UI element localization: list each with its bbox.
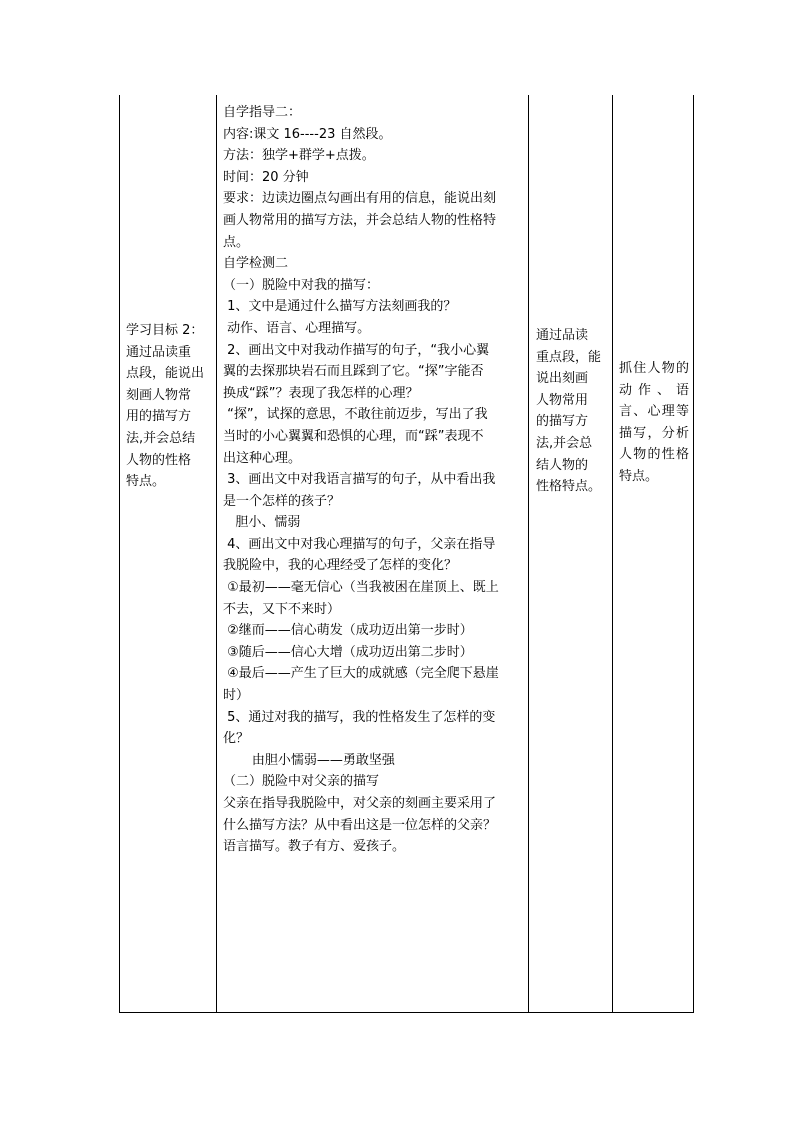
text-line: 3、画出文中对我语言描写的句子，从中看出我	[223, 472, 496, 488]
text-line: 什么描写方法？从中看出这是一位怎样的父亲？	[223, 817, 497, 833]
text-line: 自学检测二	[223, 256, 289, 272]
text-line: 我脱险中，我的心理经受了怎样的变化？	[223, 558, 458, 574]
learning-goal-cell	[126, 320, 214, 493]
text-line: 法,并会总	[536, 435, 593, 451]
text-line: 要求：边读边圈点勾画出有用的信息，能说出刻	[223, 191, 497, 207]
text-line: ④最后——产生了巨大的成就感（完全爬下悬崖	[223, 666, 499, 682]
text-line: 翼的去探那块岩石而且踩到了它。“探”字能否	[223, 364, 484, 380]
text-line: “探”，试探的意思，不敢往前迈步，写出了我	[223, 407, 488, 423]
text-line: ②继而——信心萌发（成功迈出第一步时）	[223, 623, 473, 639]
text-line: 父亲在指导我脱险中，对父亲的刻画主要采用了	[223, 796, 497, 811]
text-line: 画人物常用的描写方法，并会总结人物的性格特	[223, 212, 497, 228]
text-line: 时）	[223, 688, 250, 704]
text-line: 是一个怎样的孩子？	[223, 493, 341, 509]
text-line: 内容:课文 16----23 自然段。	[223, 126, 392, 142]
column-divider	[528, 95, 529, 1012]
text-line: 法,并会总结	[126, 430, 196, 446]
text-line: 出这种心理。	[223, 450, 302, 466]
text-line: （一）脱险中对我的描写：	[223, 277, 380, 293]
lesson-table	[119, 95, 694, 1013]
text-line: 自学指导二：	[223, 105, 302, 120]
column-divider	[216, 95, 217, 1012]
text-line: 学习目标 2：	[126, 323, 204, 338]
text-line: 语言描写。教子有方、爱孩子。	[223, 839, 406, 855]
self-study-guide-cell	[223, 102, 523, 858]
text-line: 2、画出文中对我动作描写的句子，“我小心翼	[223, 342, 490, 358]
text-line: 1、文中是通过什么描写方法刻画我的？	[223, 299, 457, 315]
text-line: 当时的小心翼翼和恐惧的心理，而“踩”表现不	[223, 428, 484, 444]
text-line: 人物常用	[536, 392, 589, 408]
text-line: 刻画人物常	[126, 387, 192, 403]
text-line: 动作、语言、心理描写。	[223, 320, 371, 336]
text-line: 人物的性格	[126, 452, 192, 468]
text-line: 换成“踩”？表现了我怎样的心理？	[223, 385, 419, 401]
text-line: 性格特点。	[536, 479, 602, 495]
text-line: 通过品读重	[126, 344, 192, 360]
text-line: 化？	[223, 731, 250, 747]
text-line: 说出刻画	[536, 371, 589, 387]
text-line: 不去，又下不来时）	[223, 601, 341, 617]
text-line: ③随后——信心大增（成功迈出第二步时）	[223, 644, 473, 660]
text-line: （二）脱险中对父亲的描写	[223, 774, 380, 790]
text-line: 时间：20 分钟	[223, 169, 309, 185]
text-line: 通过品读	[536, 328, 589, 343]
text-line: 5、通过对我的描写，我的性格发生了怎样的变	[223, 709, 496, 725]
text-line: 方法：独学+群学+点拨。	[223, 148, 375, 164]
text-line: 用的描写方	[126, 409, 192, 425]
text-line: 点。	[223, 234, 250, 250]
key-point-text: 抓住人物的动作、语言、心理等描写，分析人物的性格特点。	[619, 361, 689, 484]
text-line: 结人物的	[536, 457, 589, 473]
text-line: ①最初——毫无信心（当我被困在崖顶上、既上	[223, 580, 499, 596]
text-line: 由胆小懦弱——勇敢坚强	[223, 752, 395, 768]
text-line: 胆小、懦弱	[223, 515, 301, 531]
text-line: 点段，能说出	[126, 366, 205, 382]
text-line: 4、画出文中对我心理描写的句子，父亲在指导	[223, 536, 496, 552]
key-point-cell	[619, 358, 689, 488]
column-divider	[612, 95, 613, 1012]
text-line: 特点。	[126, 474, 166, 490]
text-line: 重点段，能	[536, 349, 602, 365]
goal-summary-cell	[536, 325, 612, 498]
text-line: 的描写方	[536, 414, 589, 430]
